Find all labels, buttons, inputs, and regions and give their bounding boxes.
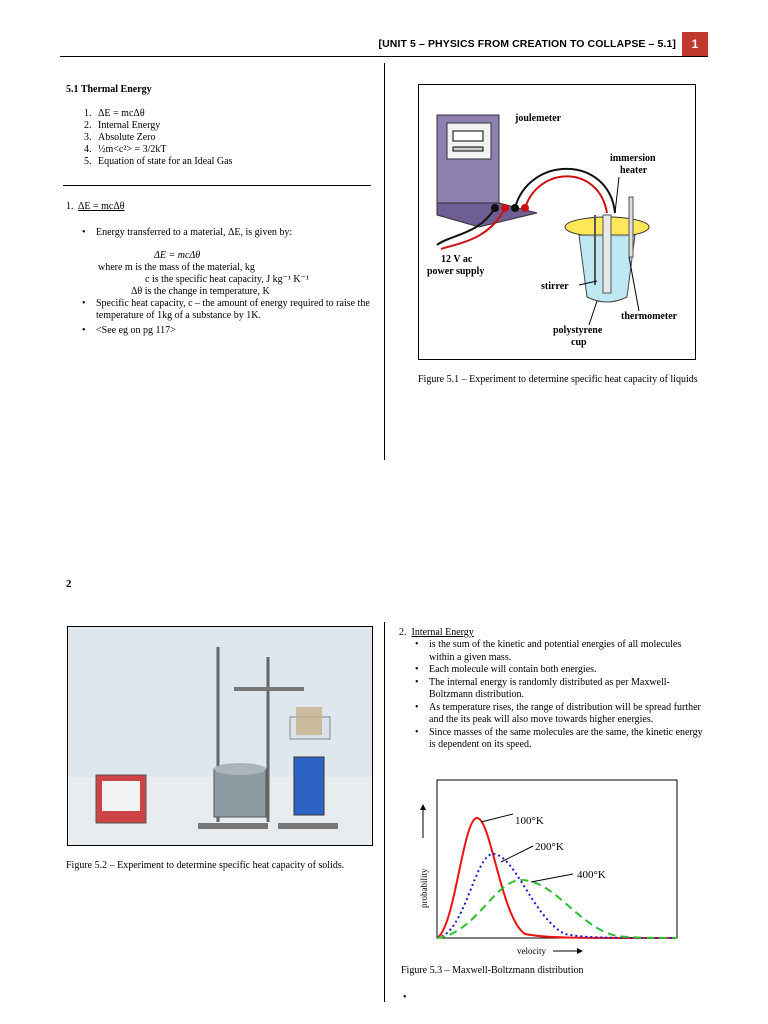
topic1-bullet: • Energy transferred to a material, ΔE, is given by: [82, 227, 376, 239]
label-200k: 200°K [535, 841, 564, 853]
where-line: where m is the mass of the material, kg [98, 262, 255, 273]
header-title: [UNIT 5 – PHYSICS FROM CREATION TO COLLAPSE – 5.1] [378, 38, 676, 50]
topic2-bullet: • As temperature rises, the range of distribution will be spread further and the its peak will also move towards higher energies. [415, 702, 704, 727]
label-thermometer: thermometer [621, 311, 678, 322]
toc-list [66, 108, 376, 168]
where-line: Δθ is the change in temperature, K [131, 286, 270, 297]
solids-apparatus-photo [68, 627, 372, 845]
label-heater: heater [620, 165, 648, 176]
label-power1: 12 V ac [441, 254, 473, 265]
topic1-block [66, 201, 376, 337]
topic2-bullet: • is the sum of the kinetic and potential energies of all molecules within a given mass. [415, 639, 704, 664]
figure-5-1 [418, 84, 696, 360]
topic2-bullet: • Since masses of the same molecules are the same, the kinetic energy is dependent on its speed. [415, 727, 704, 752]
toc-item: 1. ΔE = mcΔθ [84, 108, 145, 119]
figure-5-2 [67, 626, 373, 846]
label-power2: power supply [427, 266, 485, 277]
label-stirrer: stirrer [541, 281, 569, 292]
section-block [66, 84, 376, 168]
column-divider [384, 63, 385, 460]
toc-item: 4. ½m<c²> = 3/2kT [84, 144, 167, 155]
toc-item: 2. Internal Energy [84, 120, 161, 131]
maxwell-boltzmann-chart [405, 778, 685, 958]
topic2-block [399, 627, 704, 752]
toc-item: 5. Equation of state for an Ideal Gas [84, 156, 233, 167]
figure-5-3 [405, 778, 685, 958]
y-axis-label: probability [419, 868, 429, 908]
label-cup1: polystyrene [553, 325, 603, 336]
page-number-2: 2 [66, 578, 72, 590]
column-divider [384, 622, 385, 1002]
page-header [60, 30, 708, 57]
figure-5-3-caption: Figure 5.3 – Maxwell-Boltzmann distribution [401, 965, 584, 976]
label-immersion: immersion [610, 153, 656, 164]
toc-item: 3. Absolute Zero [84, 132, 156, 143]
trailing-bullet: • [403, 992, 407, 1003]
figure-5-1-caption: Figure 5.1 – Experiment to determine specific heat capacity of liquids [418, 374, 698, 385]
equation: ΔE = mcΔθ [154, 250, 201, 261]
label-joulemeter: joulemeter [515, 113, 562, 124]
x-axis-label: velocity [517, 946, 546, 956]
topic1-title: 1. ΔE = mcΔθ [66, 201, 125, 212]
where-line: c is the specific heat capacity, J kg⁻¹ K⁻¹ [145, 274, 309, 285]
figure-5-2-caption: Figure 5.2 – Experiment to determine specific heat capacity of solids. [66, 860, 345, 871]
topic1-bullet: • <See eg on pg 117> [82, 325, 376, 337]
calorimeter-diagram [419, 85, 695, 359]
topic1-bullet: • Specific heat capacity, c – the amount of energy required to raise the temperature of 1kg of a substance by 1K. [82, 298, 376, 322]
topic2-title: 2. Internal Energy [399, 627, 474, 638]
topic2-bullet: • Each molecule will contain both energies. [415, 664, 704, 677]
label-cup2: cup [571, 337, 587, 348]
topic2-bullet: • The internal energy is randomly distributed as per Maxwell-Boltzmann distribution. [415, 677, 704, 702]
page-number-badge: 1 [682, 32, 708, 56]
label-100k: 100°K [515, 815, 544, 827]
section-heading: 5.1 Thermal Energy [66, 84, 152, 95]
section-divider [63, 185, 371, 186]
label-400k: 400°K [577, 869, 606, 881]
